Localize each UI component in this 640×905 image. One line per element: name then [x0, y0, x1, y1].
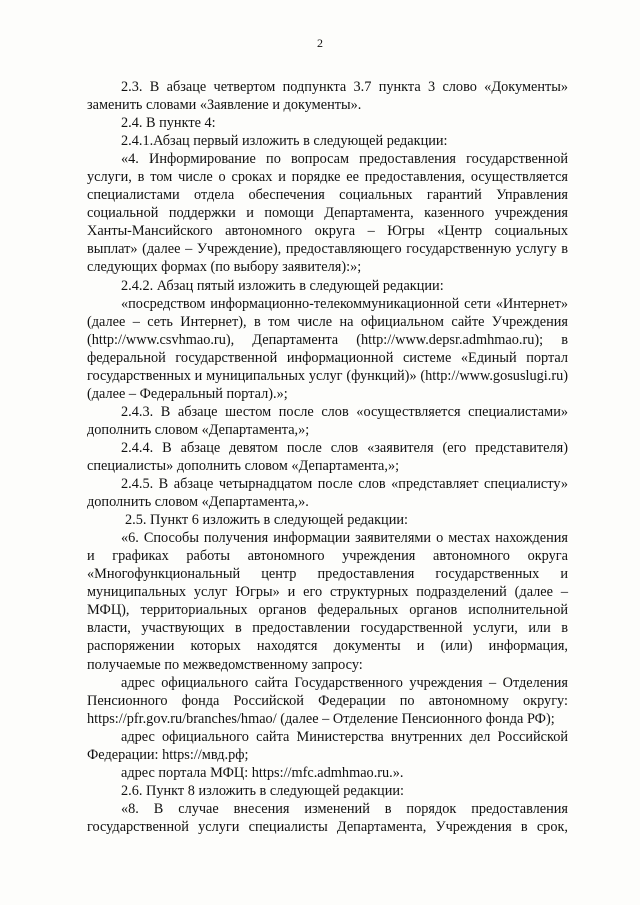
paragraph-2-4: 2.4. В пункте 4:: [121, 115, 216, 132]
paragraph-2-5: 2.5. Пункт 6 изложить в следующей редакции:: [125, 512, 408, 529]
paragraph-mfc-portal: адрес портала МФЦ: https://mfc.admhmao.ru.».: [121, 764, 404, 781]
paragraph-clause-6: «6. Способы получения информации заявителями о местах нахождения и графиках работы автономного учреждения автономного округа «Многофункциональный центр предоставления государственных и муниципальных услуг Югры» и его структурных подразделений (далее – МФЦ), территориальных органов федеральных органов исполнительной власти, участвующих в предоставлении государственной услуги, или в распоряжении которых находятся документы и (или) информация, получаемые по межведомственному запросу:: [87, 530, 568, 673]
paragraph-clause-4: «4. Информирование по вопросам предоставления государственной услуги, в том числе о сроках и порядке ее предоставления, осуществляется специалистами отдела обеспечения социальных гарантий Управления социальной поддержки и помощи Департамента, казенного учреждения Ханты-Мансийского автономного округа – Югры «Центр социальных выплат» (далее – Учреждение), предоставляющего государственную услугу в следующих формах (по выбору заявителя):»;: [87, 151, 568, 276]
paragraph-clause-8: «8. В случае внесения изменений в порядок предоставления государственной услуги специалисты Департамента, Учреждения в срок,: [87, 800, 568, 835]
paragraph-mvd-site: адрес официального сайта Министерства внутренних дел Российской Федерации: https://мвд.рф;: [87, 728, 568, 763]
page-number: 2: [317, 36, 323, 50]
paragraph-2-4-3: 2.4.3. В абзаце шестом после слов «осуществляется специалистами» дополнить словом «Департамента,»;: [87, 403, 568, 438]
paragraph-internet: «посредством информационно-телекоммуникационной сети «Интернет» (далее – сеть Интернет), в том числе на официальном сайте Учреждения (http://www.csvhmao.ru), Департамента (http://www.depsr.admhmao.ru); в федеральной государственной информационной системе «Единый портал государственных и муниципальных услуг (функций)» (http://www.gosuslugi.ru) (далее – Федеральный портал).»;: [87, 295, 568, 402]
paragraph-2-4-4: 2.4.4. В абзаце девятом после слов «заявителя (его представителя) специалисты» дополнить словом «Департамента,»;: [87, 439, 568, 474]
paragraph-pfr-site: адрес официального сайта Государственного учреждения – Отделения Пенсионного фонда Российской Федерации по автономному округу: https://pfr.gov.ru/branches/hmao/ (далее – Отделение Пенсионного фонда РФ);: [87, 674, 568, 727]
paragraph-2-4-1: 2.4.1.Абзац первый изложить в следующей редакции:: [121, 133, 448, 150]
paragraph-2-6: 2.6. Пункт 8 изложить в следующей редакции:: [121, 782, 404, 799]
document-body: [87, 78, 568, 836]
paragraph-2-3: 2.3. В абзаце четвертом подпункта 3.7 пункта 3 слово «Документы» заменить словами «Заявление и документы».: [87, 79, 568, 114]
paragraph-2-4-5: 2.4.5. В абзаце четырнадцатом после слов «представляет специалисту» дополнить словом «Департамента,».: [87, 476, 568, 511]
paragraph-2-4-2: 2.4.2. Абзац пятый изложить в следующей редакции:: [121, 277, 444, 294]
